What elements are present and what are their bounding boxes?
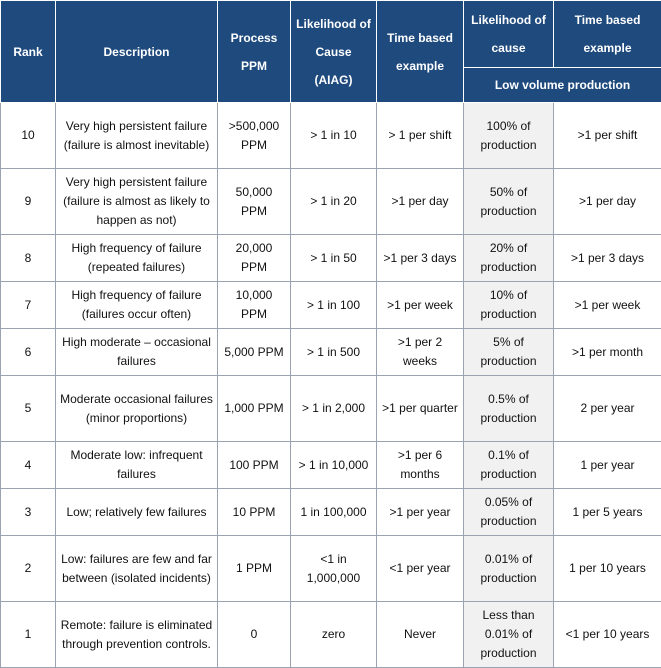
likelihood-aiag-cell: <1 in 1,000,000 [291, 536, 377, 602]
rank-cell: 7 [1, 282, 56, 329]
header-likelihood-aiag: Likelihood of Cause (AIAG) [291, 1, 377, 103]
low-volume-likelihood-cell: 0.1% of production [464, 442, 554, 489]
likelihood-aiag-cell: > 1 in 2,000 [291, 376, 377, 442]
process-ppm-cell: 50,000 PPM [218, 169, 291, 235]
low-volume-time-cell: >1 per 3 days [554, 235, 661, 282]
time-based-cell: >1 per year [377, 489, 464, 536]
table-row [1, 103, 661, 169]
time-based-cell: >1 per 6 months [377, 442, 464, 489]
table-row [1, 536, 661, 602]
process-ppm-cell: 10,000 PPM [218, 282, 291, 329]
table-row [1, 282, 661, 329]
header-likelihood-low: Likelihood of cause [464, 1, 554, 68]
likelihood-aiag-cell: 1 in 100,000 [291, 489, 377, 536]
header-rank: Rank [1, 1, 56, 103]
likelihood-aiag-cell: > 1 in 500 [291, 329, 377, 376]
table-row [1, 376, 661, 442]
low-volume-time-cell: >1 per shift [554, 103, 661, 169]
time-based-cell: >1 per week [377, 282, 464, 329]
rank-cell: 1 [1, 602, 56, 668]
low-volume-time-cell: 2 per year [554, 376, 661, 442]
time-based-cell: >1 per quarter [377, 376, 464, 442]
process-ppm-cell: 1,000 PPM [218, 376, 291, 442]
header-time-based-low: Time based example [554, 1, 661, 68]
low-volume-likelihood-cell: Less than 0.01% of production [464, 602, 554, 668]
time-based-cell: <1 per year [377, 536, 464, 602]
likelihood-aiag-cell: > 1 in 50 [291, 235, 377, 282]
header-process-ppm: Process PPM [218, 1, 291, 103]
table-row [1, 329, 661, 376]
process-ppm-cell: 1 PPM [218, 536, 291, 602]
process-ppm-cell: 20,000 PPM [218, 235, 291, 282]
likelihood-aiag-cell: > 1 in 10 [291, 103, 377, 169]
rank-cell: 6 [1, 329, 56, 376]
process-ppm-cell: 5,000 PPM [218, 329, 291, 376]
time-based-cell: Never [377, 602, 464, 668]
table-row [1, 489, 661, 536]
header-time-based: Time based example [377, 1, 464, 103]
likelihood-aiag-cell: > 1 in 10,000 [291, 442, 377, 489]
low-volume-likelihood-cell: 0.5% of production [464, 376, 554, 442]
process-ppm-cell: >500,000 PPM [218, 103, 291, 169]
likelihood-aiag-cell: > 1 in 20 [291, 169, 377, 235]
low-volume-time-cell: >1 per week [554, 282, 661, 329]
low-volume-likelihood-cell: 0.01% of production [464, 536, 554, 602]
rank-cell: 2 [1, 536, 56, 602]
time-based-cell: > 1 per shift [377, 103, 464, 169]
low-volume-time-cell: 1 per 10 years [554, 536, 661, 602]
low-volume-time-cell: 1 per year [554, 442, 661, 489]
description-cell: High moderate – occasional failures [56, 329, 218, 376]
process-ppm-cell: 0 [218, 602, 291, 668]
description-cell: Low; relatively few failures [56, 489, 218, 536]
low-volume-time-cell: >1 per day [554, 169, 661, 235]
table-row [1, 169, 661, 235]
time-based-cell: >1 per day [377, 169, 464, 235]
description-cell: Moderate low: infrequent failures [56, 442, 218, 489]
description-cell: Very high persistent failure (failure is almost inevitable) [56, 103, 218, 169]
low-volume-likelihood-cell: 100% of production [464, 103, 554, 169]
rank-cell: 4 [1, 442, 56, 489]
rank-cell: 5 [1, 376, 56, 442]
table-row [1, 235, 661, 282]
low-volume-time-cell: <1 per 10 years [554, 602, 661, 668]
likelihood-aiag-cell: > 1 in 100 [291, 282, 377, 329]
table-row [1, 602, 661, 668]
low-volume-likelihood-cell: 50% of production [464, 169, 554, 235]
header-description: Description [56, 1, 218, 103]
process-ppm-cell: 10 PPM [218, 489, 291, 536]
low-volume-time-cell: 1 per 5 years [554, 489, 661, 536]
description-cell: High frequency of failure (failures occur often) [56, 282, 218, 329]
rank-cell: 10 [1, 103, 56, 169]
table-row [1, 442, 661, 489]
process-ppm-cell: 100 PPM [218, 442, 291, 489]
description-cell: Moderate occasional failures (minor proportions) [56, 376, 218, 442]
rank-cell: 9 [1, 169, 56, 235]
rank-cell: 8 [1, 235, 56, 282]
description-cell: Low: failures are few and far between (isolated incidents) [56, 536, 218, 602]
description-cell: High frequency of failure (repeated failures) [56, 235, 218, 282]
header-low-volume: Low volume production [464, 68, 661, 103]
description-cell: Very high persistent failure (failure is almost as likely to happen as not) [56, 169, 218, 235]
time-based-cell: >1 per 2 weeks [377, 329, 464, 376]
low-volume-likelihood-cell: 20% of production [464, 235, 554, 282]
time-based-cell: >1 per 3 days [377, 235, 464, 282]
low-volume-time-cell: >1 per month [554, 329, 661, 376]
description-cell: Remote: failure is eliminated through prevention controls. [56, 602, 218, 668]
low-volume-likelihood-cell: 5% of production [464, 329, 554, 376]
low-volume-likelihood-cell: 0.05% of production [464, 489, 554, 536]
likelihood-aiag-cell: zero [291, 602, 377, 668]
low-volume-likelihood-cell: 10% of production [464, 282, 554, 329]
rank-cell: 3 [1, 489, 56, 536]
